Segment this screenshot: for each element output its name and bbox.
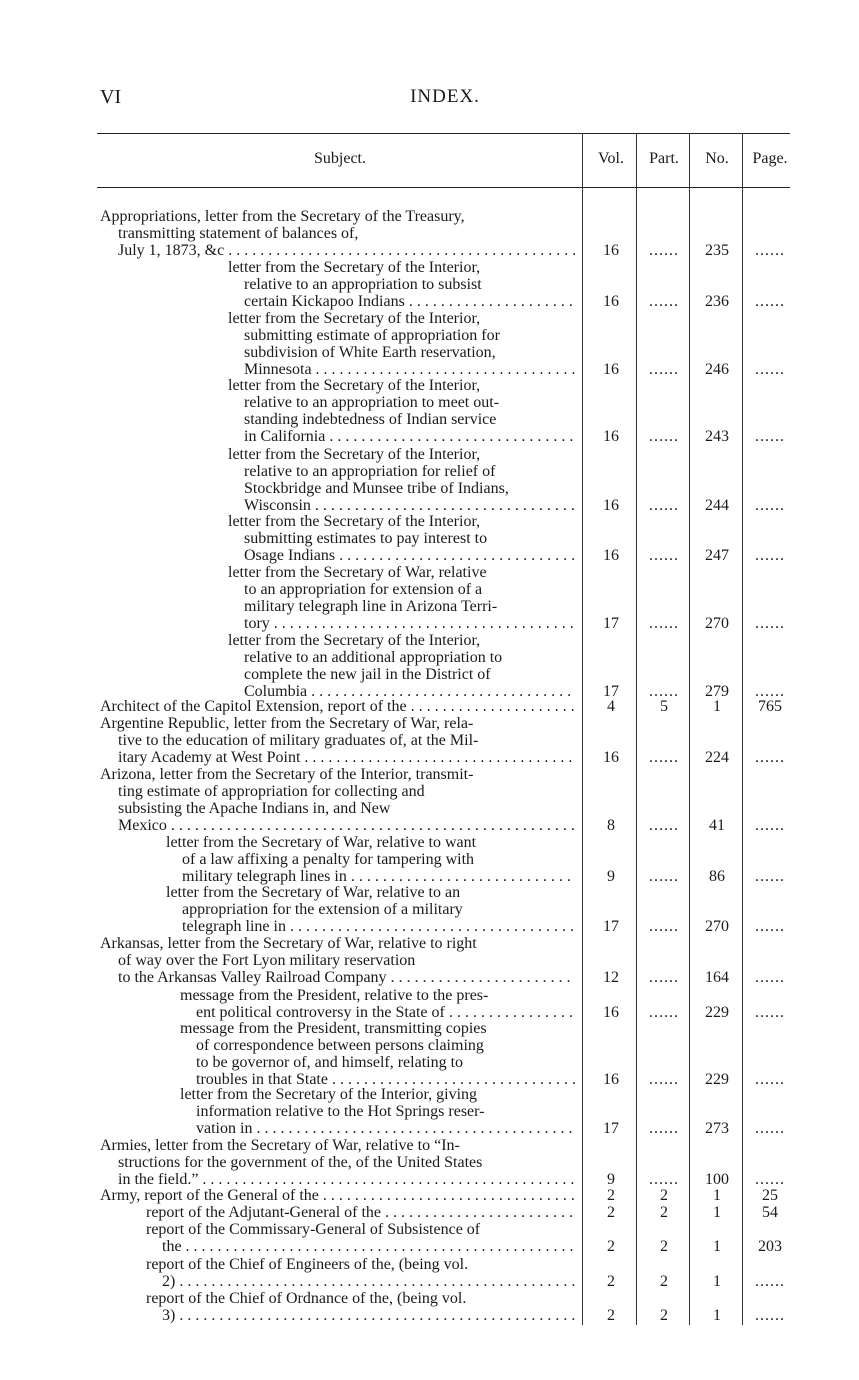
entry-subject-line: letter from the Secretary of the Interior,	[228, 310, 481, 327]
entry-subject-line: Armies, letter from the Secretary of War, relative to “In-	[100, 1137, 460, 1154]
entry-vol: 17	[603, 1120, 619, 1137]
entry-subject-line: report of the Commissary-General of Subsistence of	[146, 1221, 481, 1238]
entry-part: ......	[649, 749, 679, 766]
entry-page: ......	[755, 547, 785, 564]
entry-subject-line: letter from the Secretary of the Interior,	[228, 513, 481, 530]
entry-subject-line: letter from the Secretary of the Interior,	[228, 377, 481, 394]
entry-vol: 4	[607, 698, 615, 715]
entry-subject-line: Arkansas, letter from the Secretary of War, relative to right	[100, 935, 477, 952]
entry-part: ......	[649, 615, 679, 632]
entry-subject-line: transmitting statement of balances of,	[118, 225, 359, 242]
entry-subject-line: appropriation for the extension of a military	[182, 901, 463, 918]
entry-subject-line: information relative to the Hot Springs reser-	[196, 1103, 485, 1120]
entry-page: 54	[762, 1204, 778, 1221]
entry-subject-line: 2) . . .	[162, 1273, 575, 1290]
entry-page: ......	[755, 361, 785, 378]
entry-no: 1	[713, 1204, 721, 1221]
entry-vol: 8	[607, 817, 615, 834]
entry-subject-line: report of the Chief of Engineers of the, (being vol.	[146, 1256, 469, 1273]
column-divider	[689, 133, 690, 1325]
entry-subject-line: letter from the Secretary of War, relative	[228, 564, 487, 581]
entry-part: 5	[660, 698, 668, 715]
entry-vol: 16	[603, 428, 619, 445]
entry-no: 229	[705, 1071, 729, 1088]
entry-no: 273	[705, 1120, 729, 1137]
entry-no: 1	[713, 698, 721, 715]
entry-part: ......	[649, 1071, 679, 1088]
entry-vol: 16	[603, 497, 619, 514]
entry-page: 25	[762, 1187, 778, 1204]
entry-vol: 2	[607, 1307, 615, 1324]
entry-part: 2	[660, 1273, 668, 1290]
entry-no: 270	[705, 615, 729, 632]
entry-no: 229	[705, 1004, 729, 1021]
entry-subject-line: relative to an appropriation for relief of	[244, 463, 496, 480]
entry-vol: 2	[607, 1238, 615, 1255]
entry-subject-line: Mexico . . .	[118, 817, 575, 834]
entry-no: 1	[713, 1307, 721, 1324]
entry-subject-line: ting estimate of appropriation for collecting and	[118, 783, 425, 800]
entry-subject-line: Columbia . . .	[244, 683, 575, 700]
entry-subject-line: to an appropriation for extension of a	[244, 581, 483, 598]
entry-vol: 16	[603, 361, 619, 378]
entry-subject-line: subsisting the Apache Indians in, and New	[118, 800, 391, 817]
entry-subject-line: military telegraph lines in . . .	[182, 868, 575, 885]
entry-vol: 16	[603, 749, 619, 766]
entry-page: ......	[755, 918, 785, 935]
entry-no: 247	[705, 547, 729, 564]
entry-page: 765	[758, 698, 782, 715]
entry-no: 1	[713, 1238, 721, 1255]
entry-part: ......	[649, 969, 679, 986]
entry-page: ......	[755, 428, 785, 445]
entry-no: 244	[705, 497, 729, 514]
entry-no: 246	[705, 361, 729, 378]
entry-subject-line: itary Academy at West Point . . .	[118, 749, 575, 766]
entry-part: ......	[649, 361, 679, 378]
column-divider	[582, 133, 583, 1325]
column-header-subject: Subject.	[314, 150, 366, 167]
entry-part: ......	[649, 918, 679, 935]
entry-part: 2	[660, 1307, 668, 1324]
entry-subject-line: tory . . .	[244, 615, 575, 632]
entry-vol: 16	[603, 1004, 619, 1021]
entry-part: ......	[649, 293, 679, 310]
entry-subject-line: vation in . . .	[196, 1120, 575, 1137]
entry-subject-line: submitting estimates to pay interest to	[244, 530, 488, 547]
entry-no: 1	[713, 1187, 721, 1204]
entry-part: ......	[649, 1171, 679, 1188]
entry-subject-line: letter from the Secretary of War, relative to want	[166, 834, 477, 851]
entry-part: ......	[649, 242, 679, 259]
entry-subject-line: in the field.” . . .	[118, 1171, 575, 1188]
entry-subject-line: letter from the Secretary of the Interior,	[228, 446, 481, 463]
entry-part: ......	[649, 428, 679, 445]
entry-subject-line: letter from the Secretary of the Interior,	[228, 632, 481, 649]
entry-page: ......	[755, 749, 785, 766]
entry-no: 243	[705, 428, 729, 445]
entry-page: 203	[758, 1238, 782, 1255]
entry-vol: 2	[607, 1187, 615, 1204]
header-rule	[97, 187, 790, 188]
entry-no: 1	[713, 1273, 721, 1290]
column-header-no: No.	[705, 150, 729, 167]
entry-subject-line: telegraph line in . . .	[182, 918, 575, 935]
entry-subject-line: certain Kickapoo Indians . . .	[244, 293, 575, 310]
entry-part: ......	[649, 1120, 679, 1137]
entry-no: 164	[705, 969, 729, 986]
entry-subject-line: standing indebtedness of Indian service	[244, 411, 497, 428]
column-header-page: Page.	[752, 150, 788, 167]
entry-subject-line: message from the President, transmitting copies	[180, 1020, 487, 1037]
entry-page: ......	[755, 817, 785, 834]
entry-part: ......	[649, 868, 679, 885]
entry-no: 224	[705, 749, 729, 766]
entry-vol: 2	[607, 1204, 615, 1221]
entry-subject-line: relative to an appropriation to meet out-	[244, 394, 500, 411]
entry-subject-line: Minnesota . . .	[244, 361, 575, 378]
entry-subject-line: letter from the Secretary of the Interior, giving	[180, 1086, 478, 1103]
entry-page: ......	[755, 242, 785, 259]
entry-subject-line: message from the President, relative to the pres-	[180, 987, 489, 1004]
entry-page: ......	[755, 1071, 785, 1088]
entry-subject-line: complete the new jail in the District of	[244, 666, 491, 683]
entry-page: ......	[755, 1273, 785, 1290]
entry-vol: 16	[603, 1071, 619, 1088]
entry-subject-line: Architect of the Capitol Extension, report of the . . .	[100, 698, 575, 715]
entry-subject-line: of a law affixing a penalty for tampering with	[182, 851, 475, 868]
entry-no: 86	[709, 868, 725, 885]
entry-subject-line: military telegraph line in Arizona Terri-	[244, 598, 498, 615]
page-title: INDEX.	[410, 86, 480, 107]
entry-subject-line: Appropriations, letter from the Secretary of the Treasury,	[100, 208, 465, 225]
entry-subject-line: subdivision of White Earth reservation,	[244, 344, 496, 361]
column-divider	[636, 133, 637, 1325]
entry-subject-line: ent political controversy in the State of . . .	[196, 1004, 575, 1021]
entry-no: 41	[709, 817, 725, 834]
entry-part: ......	[649, 817, 679, 834]
entry-subject-line: troubles in that State . . .	[196, 1071, 575, 1088]
top-rule	[97, 133, 790, 134]
entry-subject-line: relative to an additional appropriation to	[244, 649, 503, 666]
entry-subject-line: Stockbridge and Munsee tribe of Indians,	[244, 480, 509, 497]
entry-subject-line: submitting estimate of appropriation for	[244, 327, 500, 344]
entry-subject-line: Argentine Republic, letter from the Secretary of War, rela-	[100, 715, 474, 732]
entry-subject-line: relative to an appropriation to subsist	[244, 276, 482, 293]
entry-subject-line: letter from the Secretary of the Interior,	[228, 259, 481, 276]
entry-subject-line: 3) . . .	[162, 1307, 575, 1324]
page-number: VI	[100, 86, 122, 108]
entry-page: ......	[755, 1004, 785, 1021]
entry-vol: 9	[607, 868, 615, 885]
entry-subject-line: Wisconsin . . .	[244, 497, 575, 514]
column-divider	[742, 133, 743, 1325]
entry-page: ......	[755, 868, 785, 885]
entry-subject-line: of correspondence between persons claiming	[196, 1037, 484, 1054]
column-header-part: Part.	[649, 150, 679, 167]
entry-subject-line: Osage Indians . . .	[244, 547, 575, 564]
entry-page: ......	[755, 293, 785, 310]
entry-vol: 16	[603, 547, 619, 564]
entry-subject-line: Army, report of the General of the . . .	[100, 1187, 575, 1204]
entry-vol: 17	[603, 683, 619, 700]
entry-subject-line: report of the Chief of Ordnance of the, (being vol.	[146, 1290, 467, 1307]
entry-subject-line: the . . .	[162, 1238, 575, 1255]
entry-subject-line: Arizona, letter from the Secretary of the Interior, transmit-	[100, 766, 474, 783]
entry-subject-line: structions for the government of the, of the United States	[118, 1154, 483, 1171]
entry-vol: 17	[603, 918, 619, 935]
entry-no: 279	[705, 683, 729, 700]
entry-vol: 16	[603, 293, 619, 310]
entry-no: 235	[705, 242, 729, 259]
entry-part: 2	[660, 1187, 668, 1204]
entry-subject-line: letter from the Secretary of War, relative to an	[166, 884, 461, 901]
entry-subject-line: July 1, 1873, &c . . .	[118, 242, 575, 259]
column-header-vol: Vol.	[598, 150, 624, 167]
entry-part: 2	[660, 1204, 668, 1221]
entry-vol: 17	[603, 615, 619, 632]
entry-page: ......	[755, 1171, 785, 1188]
page-header	[100, 86, 790, 112]
entry-page: ......	[755, 615, 785, 632]
entry-part: ......	[649, 497, 679, 514]
entry-subject-line: of way over the Fort Lyon military reservation	[118, 952, 416, 969]
entry-vol: 2	[607, 1273, 615, 1290]
entry-part: ......	[649, 683, 679, 700]
entry-subject-line: report of the Adjutant-General of the . . .	[146, 1204, 575, 1221]
entry-subject-line: in California . . .	[244, 428, 575, 445]
entry-vol: 12	[603, 969, 619, 986]
entry-page: ......	[755, 497, 785, 514]
entry-no: 100	[705, 1171, 729, 1188]
entry-vol: 16	[603, 242, 619, 259]
entry-part: 2	[660, 1238, 668, 1255]
entry-page: ......	[755, 1307, 785, 1324]
entry-subject-line: tive to the education of military graduates of, at the Mil-	[118, 732, 479, 749]
entry-no: 236	[705, 293, 729, 310]
entry-no: 270	[705, 918, 729, 935]
entry-subject-line: to be governor of, and himself, relating to	[196, 1054, 464, 1071]
entry-page: ......	[755, 1120, 785, 1137]
entry-subject-line: to the Arkansas Valley Railroad Company . . .	[118, 969, 575, 986]
entry-page: ......	[755, 969, 785, 986]
entry-part: ......	[649, 547, 679, 564]
entry-page: ......	[755, 683, 785, 700]
entry-vol: 9	[607, 1171, 615, 1188]
entry-part: ......	[649, 1004, 679, 1021]
